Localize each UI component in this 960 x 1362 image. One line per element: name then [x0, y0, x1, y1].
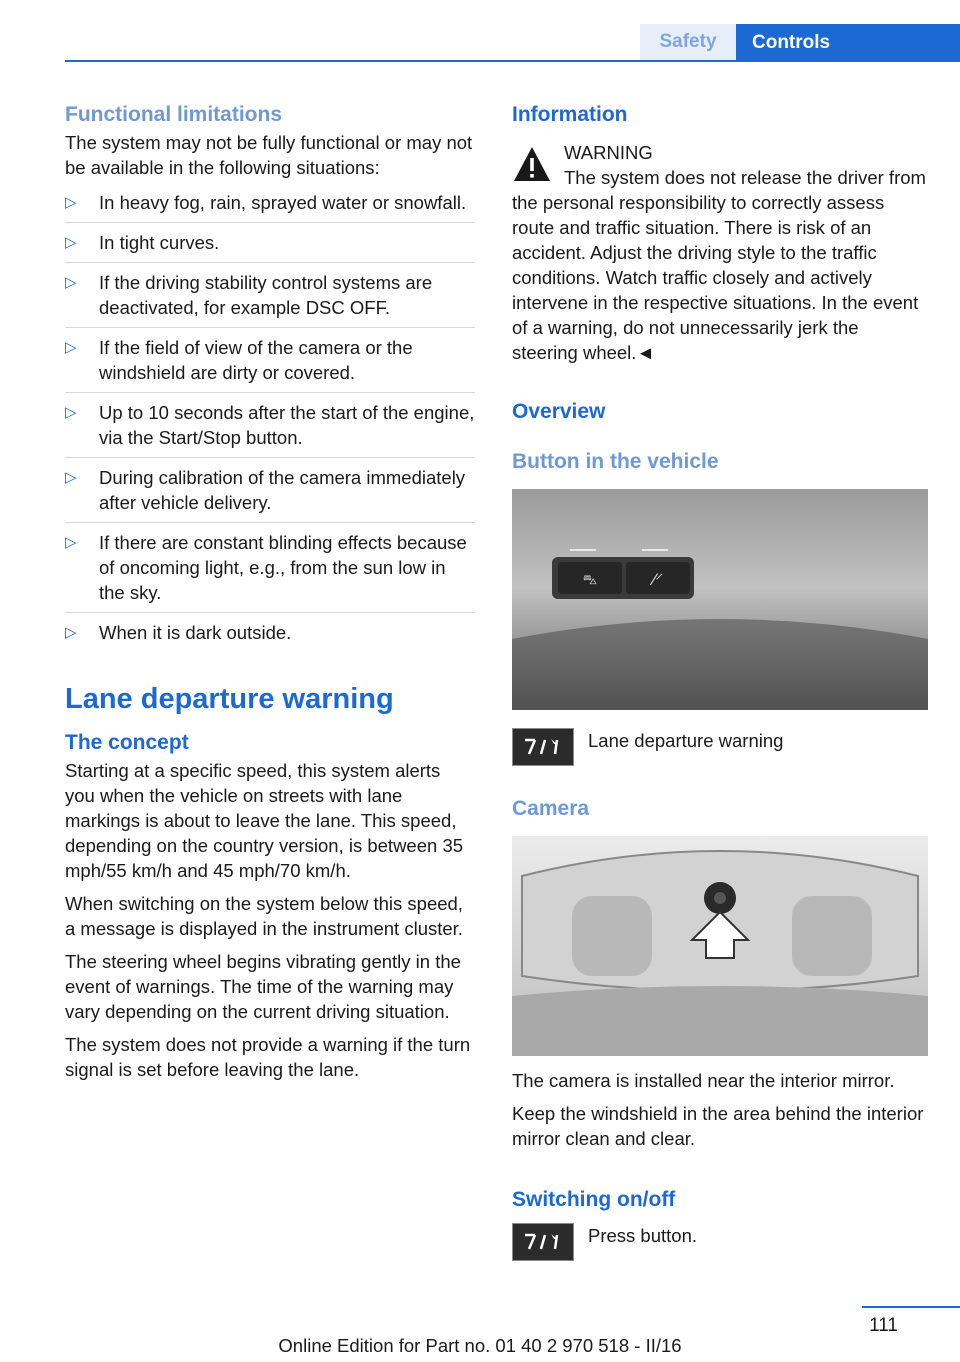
triangle-bullet-icon: ▷ [65, 194, 77, 211]
switching-heading: Switching on/off [512, 1188, 676, 1211]
triangle-bullet-icon: ▷ [65, 339, 77, 356]
concept-paragraph-1: Starting at a specific speed, this system alerts you when the vehicle on streets with lane markings is about to leave the lane. This speed, depending on the country version, is between 35 mph/55 km/h and 45 mph/70 km/h. [65, 760, 464, 881]
button-photo [512, 489, 928, 710]
overview-heading: Overview [512, 400, 606, 423]
switching-row [512, 1223, 928, 1261]
list-item: ▷ Up to 10 seconds after the start of the engine, via the Start/Stop button. [65, 400, 475, 458]
footer-divider [862, 1306, 960, 1308]
list-item: ▷ If there are constant blinding effects because of oncoming light, e.g., from the sun low in the sky. [65, 530, 475, 613]
list-item: ▷ In heavy fog, rain, sprayed water or snowfall. [65, 190, 475, 223]
triangle-bullet-icon: ▷ [65, 404, 77, 421]
information-heading: Information [512, 103, 628, 126]
triangle-bullet-icon: ▷ [65, 274, 77, 291]
concept-paragraph-2: When switching on the system below this speed, a message is displayed in the instrument cluster. [65, 893, 463, 939]
concept-paragraph-3: The steering wheel begins vibrating gently in the event of warnings. The time of the warning may vary depending on the current driving situation. [65, 951, 461, 1022]
switching-text: Press button. [588, 1225, 698, 1246]
button-in-vehicle-heading: Button in the vehicle [512, 450, 719, 473]
list-item: ▷ During calibration of the camera immediately after vehicle delivery. [65, 465, 475, 523]
lane-departure-icon [512, 728, 574, 766]
header-divider [65, 60, 960, 62]
warning-triangle-icon [512, 144, 552, 184]
concept-paragraph-4: The system does not provide a warning if the turn signal is set before leaving the lane. [65, 1034, 471, 1080]
list-item: ▷ If the field of view of the camera or the windshield are dirty or covered. [65, 335, 475, 393]
triangle-bullet-icon: ▷ [65, 234, 77, 251]
camera-paragraph-1: The camera is installed near the interior mirror. [512, 1070, 895, 1091]
camera-heading: Camera [512, 797, 590, 820]
tab-controls-label: Controls [752, 32, 831, 53]
edition-footer: Online Edition for Part no. 01 40 2 970 518 - II/16 [278, 1335, 682, 1356]
functional-limitations-heading: Functional limitations [65, 103, 283, 126]
list-item: ▷ In tight curves. [65, 230, 475, 263]
page-number: 111 [869, 1315, 898, 1336]
svg-text:⛍: ⛍ [582, 572, 598, 588]
functional-limitations-intro: The system may not be fully functional or may not be available in the following situations: [65, 132, 473, 178]
tab-safety[interactable] [640, 24, 736, 60]
list-item: ▷ If the driving stability control systems are deactivated, for example DSC OFF. [65, 270, 475, 328]
list-item: ▷ When it is dark outside. [65, 622, 292, 643]
right-column [512, 100, 928, 1261]
tab-controls[interactable] [736, 24, 960, 62]
tab-safety-label: Safety [659, 31, 717, 52]
button-caption-row [512, 728, 928, 766]
camera-paragraph-2: Keep the windshield in the area behind the interior mirror clean and clear. [512, 1103, 924, 1149]
section-title: Lane departure warning [65, 683, 394, 715]
svg-text:⁄⸍: ⁄⸍ [652, 570, 664, 589]
button-caption: Lane departure warning [588, 730, 784, 751]
triangle-bullet-icon: ▷ [65, 469, 77, 486]
warning-text: The system does not release the driver from the personal responsibility to correctly assess route and traffic situation. There is risk of an accident. Adjust the driving style to the traffic conditions. Watch traffic closely and actively intervene in the respective situations. In the event of a warning, do not unnecessarily jerk the steering wheel.◄ [512, 167, 926, 363]
limitations-list [65, 190, 475, 652]
lane-departure-button-icon [512, 1223, 574, 1261]
triangle-bullet-icon: ▷ [65, 534, 77, 551]
warning-block [512, 140, 928, 365]
concept-heading: The concept [65, 731, 189, 754]
camera-photo [512, 836, 928, 1056]
triangle-bullet-icon: ▷ [65, 624, 77, 641]
left-column [65, 100, 475, 1090]
warning-label: WARNING [564, 142, 653, 163]
